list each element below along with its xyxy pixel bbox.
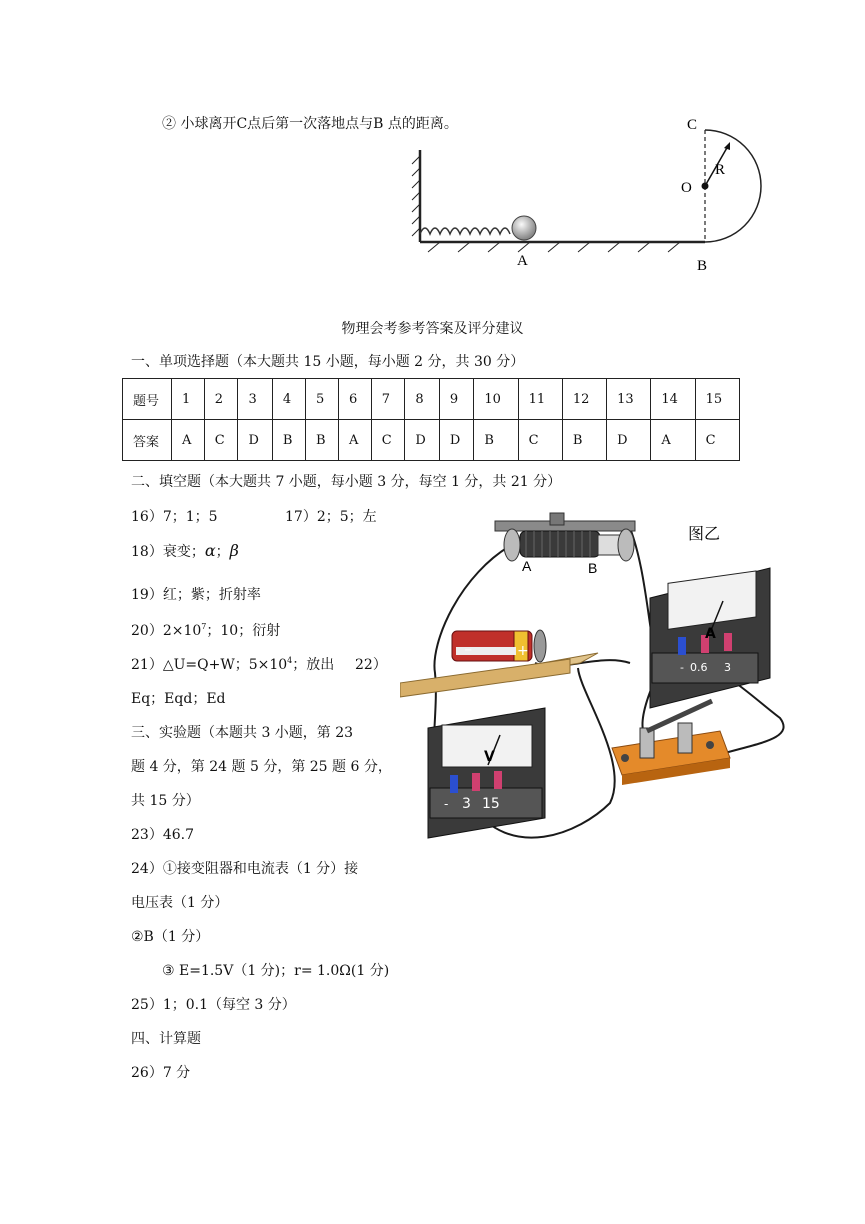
answer-24-1b: 电压表（1 分）: [131, 895, 229, 911]
rheostat: [495, 513, 635, 561]
voltmeter: [428, 708, 545, 838]
page-title: 物理会考参考答案及评分建议: [341, 321, 524, 337]
row-header: 题号: [123, 379, 172, 420]
section-4-heading: 四、计算题: [131, 1031, 201, 1047]
answer-24-3: ③ E=1.5V（1 分)；r= 1.0Ω(1 分): [162, 963, 390, 979]
label-a: A: [517, 253, 528, 269]
answer-22: Eq；Eqd；Ed: [131, 691, 226, 707]
svg-text:-: -: [444, 797, 449, 811]
answer-23: 23）46.7: [131, 827, 194, 843]
voltmeter-symbol: V: [484, 749, 495, 765]
semicircle-track: [705, 130, 761, 242]
answer-22-label: 22）: [355, 657, 387, 673]
section-3-heading-2: 题 4 分，第 24 题 5 分，第 25 题 6 分，: [131, 759, 392, 775]
svg-text:-: -: [680, 661, 684, 674]
svg-text:3: 3: [462, 796, 471, 812]
section-1-heading: 一、单项选择题（本大题共 15 小题，每小题 2 分，共 30 分）: [131, 354, 525, 370]
ammeter-symbol: A: [705, 626, 716, 642]
label-c: C: [687, 117, 698, 133]
answer-17: 17）2；5；左: [285, 509, 377, 525]
section-3-heading-1: 三、实验题（本题共 3 小题，第 23: [131, 725, 354, 741]
answer-table: [122, 378, 740, 461]
answer-25: 25）1；0.1（每空 3 分）: [131, 997, 296, 1013]
label-r: R: [715, 162, 726, 178]
spring-ball-figure: [400, 112, 800, 282]
battery: [452, 630, 546, 662]
rheostat-label-b: B: [588, 560, 598, 576]
svg-text:0.6: 0.6: [690, 661, 708, 674]
answer-18: 18）衰变；α；β: [131, 541, 239, 560]
answer-19: 19）红；紫；折射率: [131, 587, 261, 603]
svg-text:3: 3: [724, 661, 731, 674]
answer-24-1a: 24）①接变阻器和电流表（1 分）接: [131, 861, 359, 877]
question-2: ② 小球离开C点后第一次落地点与B 点的距离。: [162, 116, 458, 132]
table-row: 答案 A C D B B A C D D B C B D A C: [123, 420, 740, 461]
answer-16: 16）7；1；5: [131, 509, 218, 525]
section-2-heading: 二、填空题（本大题共 7 小题，每小题 3 分，每空 1 分，共 21 分）: [131, 474, 562, 490]
section-3-heading-3: 共 15 分）: [131, 793, 200, 809]
ball: [512, 216, 536, 240]
figure-title: 图乙: [688, 524, 721, 543]
answer-20: $20)2\times 10^7$；10；衍射: [131, 622, 281, 639]
answer-24-2: ②B（1 分）: [131, 929, 210, 945]
spring: [420, 228, 510, 234]
svg-text:−: −: [464, 645, 473, 656]
row-header: 答案: [123, 420, 172, 461]
svg-text:+: +: [517, 643, 529, 659]
svg-text:15: 15: [482, 796, 500, 812]
answer-26: 26）7 分: [131, 1065, 191, 1081]
rheostat-label-a: A: [522, 558, 532, 574]
circuit-figure: [400, 503, 810, 848]
switch: [612, 701, 730, 785]
answer-21: 21）△U=Q+W；$5\times 10^4$；放出: [131, 656, 335, 673]
label-b: B: [697, 258, 708, 274]
table-row: 题号 1 2 3 4 5 6 7 8 9 10 11 12 13 14 15: [123, 379, 740, 420]
label-o: O: [681, 180, 692, 196]
